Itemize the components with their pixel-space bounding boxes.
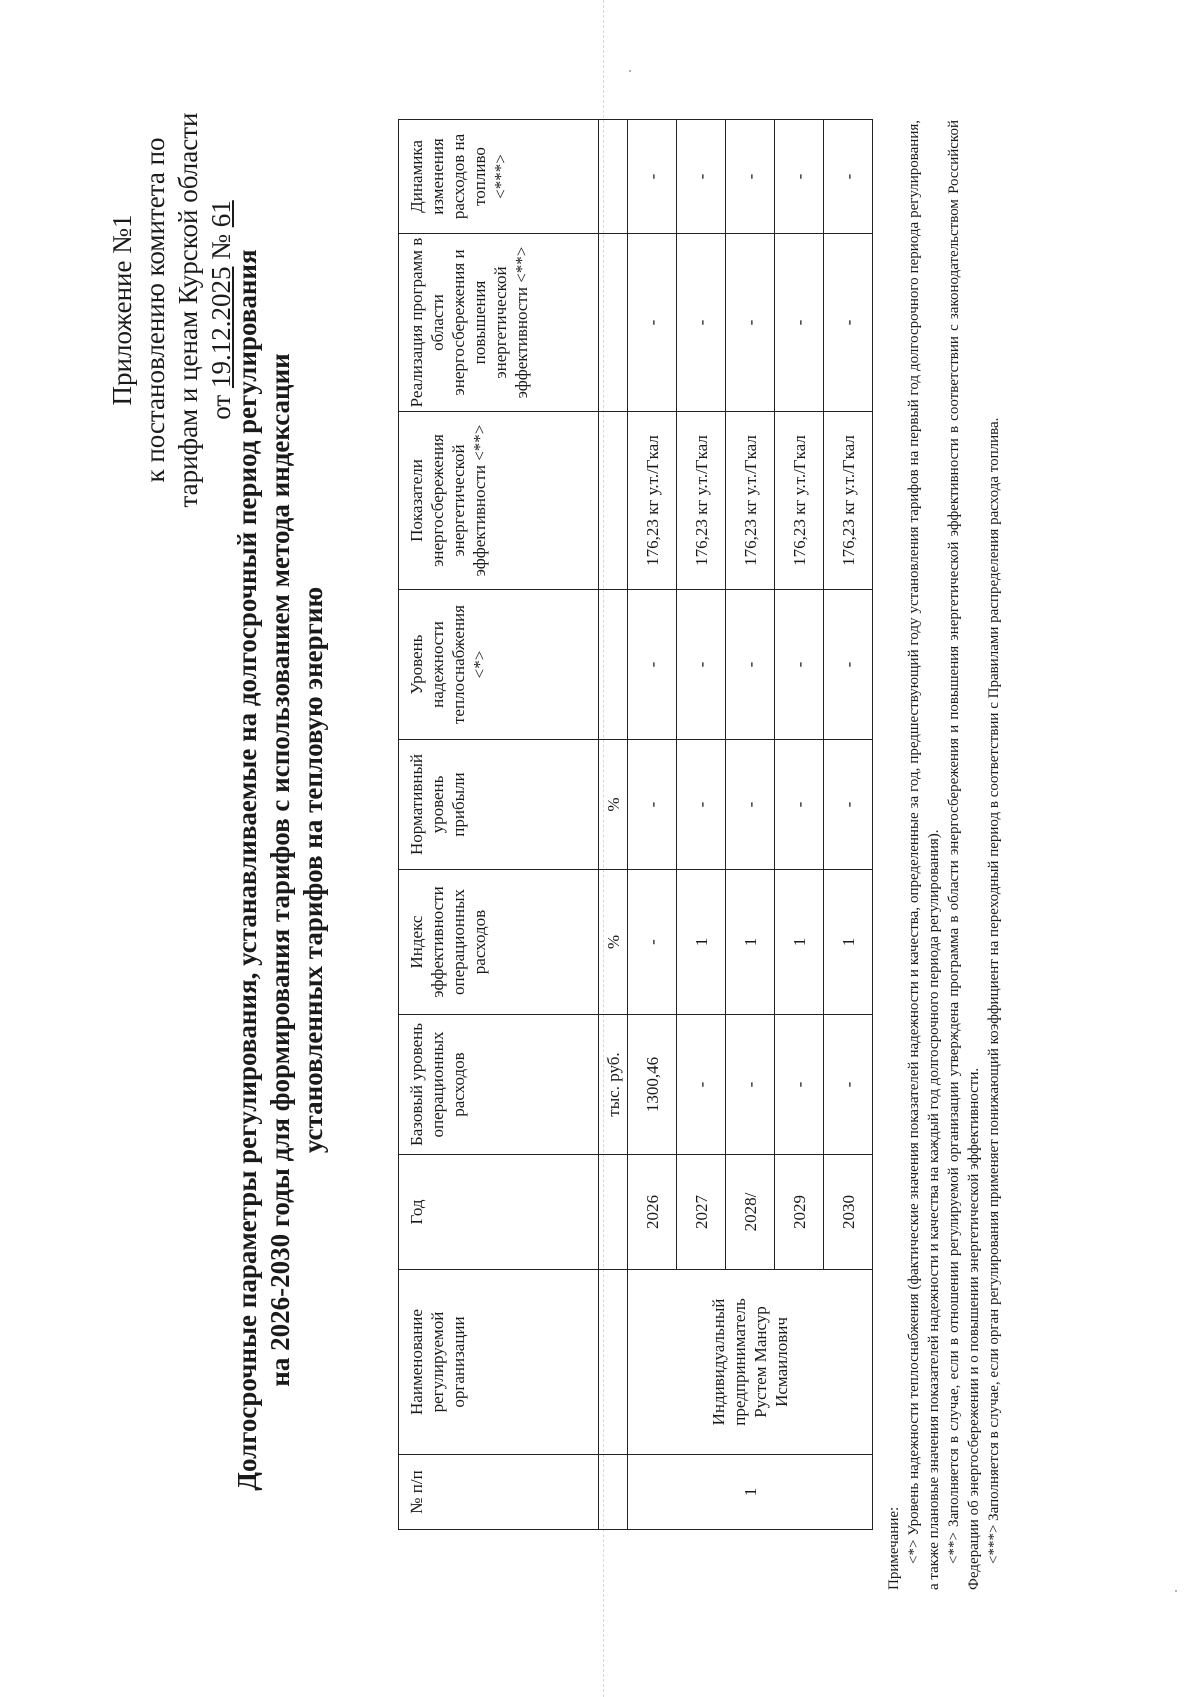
profit-level-cell: - — [726, 740, 775, 870]
organization-cell: Индивидуальный предприниматель Рустем Мансур Исмаилович — [628, 1270, 873, 1455]
header-cell-fuel-dynamics: Динамика изменения расходов на топливо <***> — [399, 120, 599, 234]
base-opex-cell: - — [775, 1015, 824, 1155]
programs-cell: - — [824, 234, 873, 412]
header-cell-base-opex: Базовый уровень операционных расходов — [399, 1015, 599, 1155]
energy-saving-cell: 176,23 кг у.т./Гкал — [628, 412, 677, 590]
efficiency-index-cell: 1 — [775, 870, 824, 1015]
header-cell-profit-level: Нормативный уровень прибыли — [399, 740, 599, 870]
fuel-dynamics-cell: - — [726, 120, 775, 234]
resolution-number: 61 — [206, 200, 236, 228]
note-fuel: <***> Заполняется в случае, если орган регулирования применяет понижающий коэффициент на переходный период в соответствии с Правилами распределения расхода топлива. — [986, 417, 1002, 1564]
year-cell: 2029 — [775, 1155, 824, 1270]
header-cell-programs: Реализация программ в области энергосбережения и повышения энергетической эффективности <**> — [399, 234, 599, 412]
energy-saving-cell: 176,23 кг у.т./Гкал — [824, 412, 873, 590]
title-line-3: установленных тарифов на тепловую энергию — [298, 586, 328, 1154]
reliability-cell: - — [726, 590, 775, 740]
reliability-cell: - — [775, 590, 824, 740]
year-cell: 2028/ — [726, 1155, 775, 1270]
parameters-table — [398, 119, 873, 1530]
unit-cell — [599, 120, 628, 234]
header-cell-efficiency-index: Индекс эффективности операционных расходов — [399, 870, 599, 1015]
resolution-date: 19.12.2025 — [206, 266, 236, 389]
fuel-dynamics-cell: - — [677, 120, 726, 234]
profit-level-cell: - — [775, 740, 824, 870]
fuel-dynamics-cell: - — [628, 120, 677, 234]
title-line-2: на 2026-2030 годы для формирования тарифов с использованием метода индексации — [265, 353, 295, 1387]
appendix-committee: тарифам и ценам Курской области — [173, 112, 203, 508]
unit-cell — [599, 1455, 628, 1530]
fuel-dynamics-cell: - — [775, 120, 824, 234]
base-opex-cell: 1300,46 — [628, 1015, 677, 1155]
energy-saving-cell: 176,23 кг у.т./Гкал — [726, 412, 775, 590]
year-cell: 2030 — [824, 1155, 873, 1270]
document-title — [231, 120, 330, 1620]
scan-speck — [629, 70, 631, 72]
reliability-cell: - — [628, 590, 677, 740]
programs-cell: - — [677, 234, 726, 412]
energy-saving-cell: 176,23 кг у.т./Гкал — [677, 412, 726, 590]
energy-saving-cell: 176,23 кг у.т./Гкал — [775, 412, 824, 590]
efficiency-index-cell: 1 — [677, 870, 726, 1015]
rotated-page — [56, 80, 1156, 1640]
unit-cell: тыс. руб. — [599, 1015, 628, 1155]
date-prefix: от — [206, 394, 236, 420]
unit-cell — [599, 1155, 628, 1270]
unit-cell: % — [599, 870, 628, 1015]
year-cell: 2026 — [628, 1155, 677, 1270]
appendix-resolution: к постановлению комитета по — [140, 137, 170, 483]
programs-cell: - — [775, 234, 824, 412]
reliability-cell: - — [677, 590, 726, 740]
unit-cell — [599, 234, 628, 412]
notes-label: Примечание: — [886, 1506, 902, 1590]
unit-cell — [599, 1270, 628, 1455]
title-line-1: Долгосрочные параметры регулирования, устанавливаемые на долгосрочный период регулирования — [232, 249, 262, 1491]
number-sign: № — [206, 234, 236, 260]
reliability-cell: - — [824, 590, 873, 740]
base-opex-cell: - — [824, 1015, 873, 1155]
unit-cell — [599, 412, 628, 590]
scan-speck — [1175, 1590, 1177, 1592]
table-units-row — [599, 120, 628, 1530]
table-row — [628, 120, 677, 1530]
profit-level-cell: - — [824, 740, 873, 870]
year-cell: 2027 — [677, 1155, 726, 1270]
note-reliability: <*> Уровень надежности теплоснабжения (фактические значения показателей надежности и качества, определенные за год, предшествующий году установления тарифов на первый год долгосрочного периода регулирования, а также плановые значения показателей надежности и качества на каждый год долгосрочного периода регулирования). — [906, 120, 942, 1590]
unit-cell — [599, 590, 628, 740]
programs-cell: - — [726, 234, 775, 412]
profit-level-cell: - — [628, 740, 677, 870]
efficiency-index-cell: 1 — [726, 870, 775, 1015]
header-cell-reliability: Уровень надежности теплоснабжения <*> — [399, 590, 599, 740]
appendix-number: Приложение №1 — [107, 214, 137, 406]
efficiency-index-cell: 1 — [824, 870, 873, 1015]
base-opex-cell: - — [726, 1015, 775, 1155]
note-energy-saving: <**> Заполняется в случае, если в отношении регулируемой организации утверждена программа в области энергосбережения и повышения энергетической эффективности в соответствии с законодательством Российской Федерации об энергосбережении и о повышении энергетической эффективности. — [946, 120, 982, 1590]
fuel-dynamics-cell: - — [824, 120, 873, 234]
header-cell-organization: Наименование регулируемой организации — [399, 1270, 599, 1455]
programs-cell: - — [628, 234, 677, 412]
unit-cell: % — [599, 740, 628, 870]
table-header-row — [399, 120, 599, 1530]
notes-section — [884, 120, 1004, 1590]
base-opex-cell: - — [677, 1015, 726, 1155]
header-cell-energy-saving: Показатели энергосбережения энергетической эффективности <**> — [399, 412, 599, 590]
appendix-header — [106, 100, 238, 520]
header-cell-number: № п/п — [399, 1455, 599, 1530]
efficiency-index-cell: - — [628, 870, 677, 1015]
profit-level-cell: - — [677, 740, 726, 870]
header-cell-year: Год — [399, 1155, 599, 1270]
row-number-cell: 1 — [628, 1455, 873, 1530]
